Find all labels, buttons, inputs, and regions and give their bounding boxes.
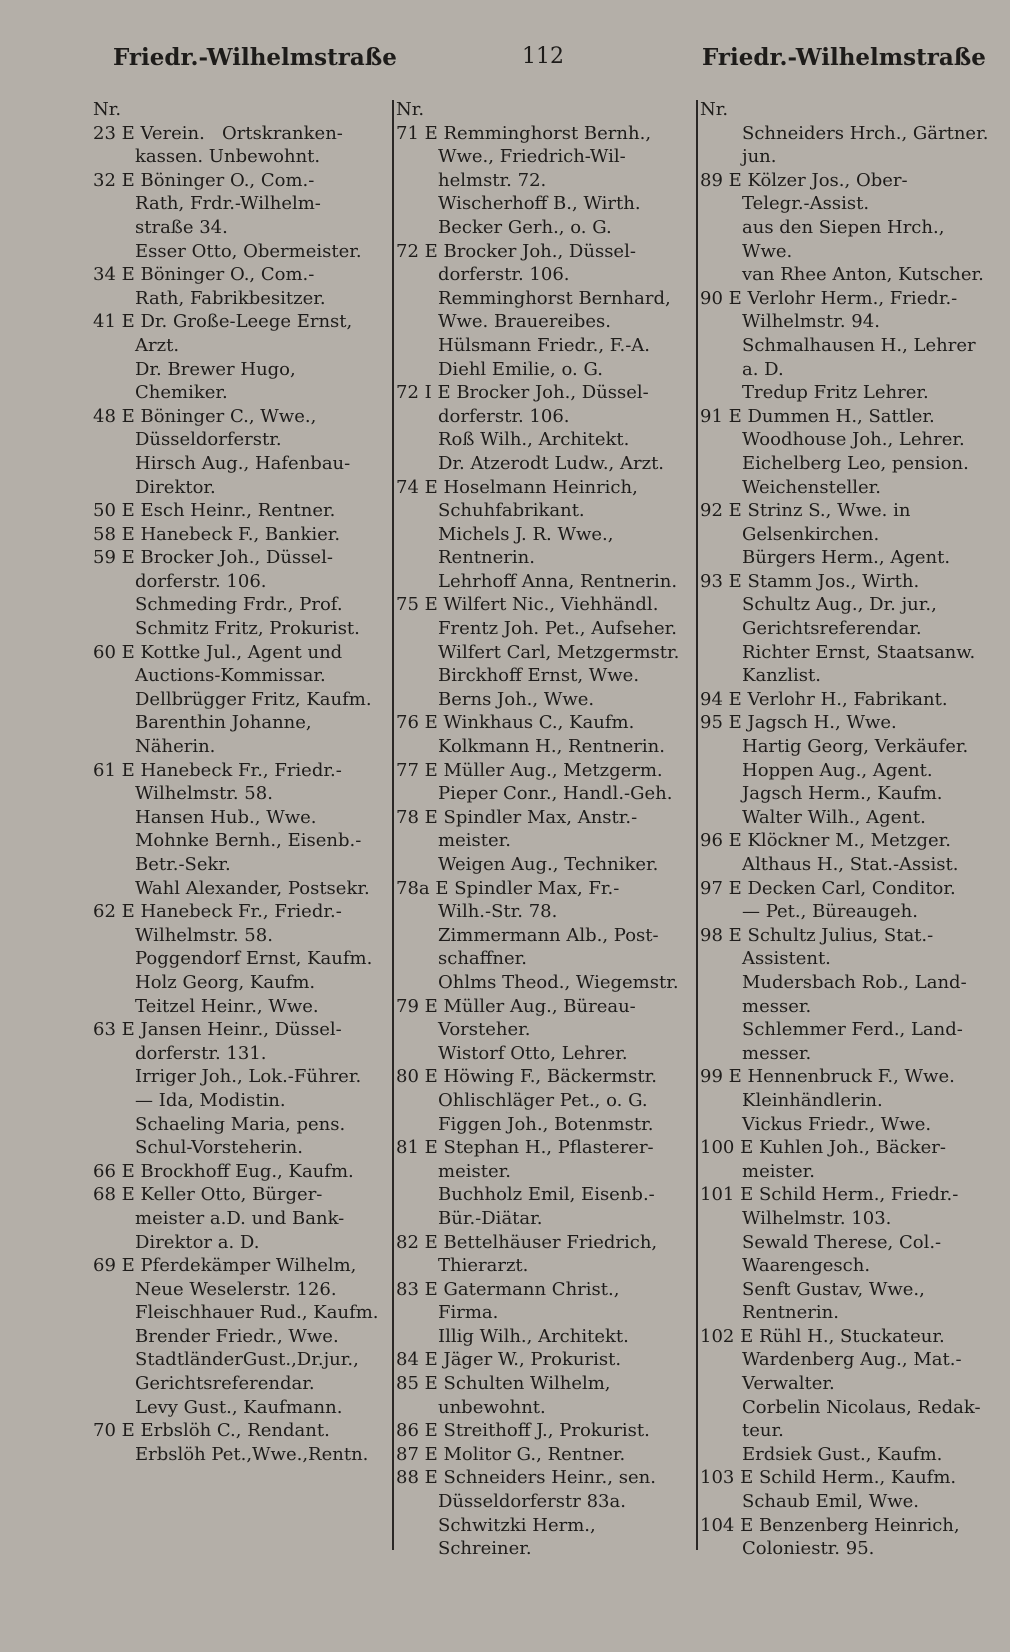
directory-entry: Eichelberg Leo, pension. Weichensteller. [742, 452, 969, 498]
column-nr-label: Nr. [93, 99, 122, 120]
directory-entry: Schneiders Hrch., Gärtner. jun. [742, 122, 989, 168]
directory-entry: Pieper Conr., Handl.-Geh. [438, 783, 673, 805]
directory-entry: 34 E Böninger O., Com.- Rath, Fabrikbesitzer. [93, 264, 326, 309]
directory-entry: Mudersbach Rob., Land- messer. [742, 971, 967, 1017]
column-nr-label: Nr. [396, 99, 425, 120]
directory-entry: Roß Wilh., Architekt. [438, 429, 630, 451]
directory-entry: Berns Joh., Wwe. [438, 688, 595, 710]
column-divider [696, 100, 698, 1550]
directory-entry: Ohlischläger Pet., o. G. [438, 1089, 648, 1111]
directory-entry: Dr. Brewer Hugo, Chemiker. [135, 358, 296, 404]
directory-entry: 103 E Schild Herm., Kaufm. [700, 1467, 957, 1489]
directory-entry: 97 E Decken Carl, Conditor. [700, 877, 956, 899]
directory-entry: Levy Gust., Kaufmann. [135, 1396, 343, 1418]
directory-entry: Holz Georg, Kaufm. [135, 971, 316, 993]
directory-entry: 85 E Schulten Wilhelm, unbewohnt. [396, 1373, 611, 1418]
directory-entry: Hoppen Aug., Agent. [742, 759, 933, 781]
directory-entry: Tredup Fritz Lehrer. [742, 382, 929, 404]
column-nr-label: Nr. [700, 99, 729, 120]
directory-entry: Althaus H., Stat.-Assist. [742, 854, 959, 875]
directory-entry: 100 E Kuhlen Joh., Bäcker- meister. [700, 1137, 946, 1182]
directory-entry: 41 E Dr. Große-Leege Ernst, Arzt. [93, 311, 353, 356]
directory-entry: Irriger Joh., Lok.-Führer. [135, 1066, 362, 1088]
directory-entry: Vickus Friedr., Wwe. [742, 1113, 932, 1135]
directory-entry: Remminghorst Bernhard, Wwe. Brauereibes. [438, 287, 671, 333]
directory-entry: van Rhee Anton, Kutscher. [742, 264, 984, 286]
running-head-right: Friedr.-Wilhelmstraße [702, 44, 986, 71]
directory-entry: Dr. Atzerodt Ludw., Arzt. [438, 452, 665, 474]
directory-entry: 50 E Esch Heinr., Rentner. [93, 500, 336, 522]
directory-entry: Schaub Emil, Wwe. [742, 1491, 920, 1513]
directory-entry: Diehl Emilie, o. G. [438, 358, 603, 380]
directory-entry: 48 E Böninger C., Wwe., Düsseldorferstr. [93, 405, 317, 451]
directory-entry: 58 E Hanebeck F., Bankier. [93, 523, 341, 545]
directory-entry: 70 E Erbslöh C., Rendant. [93, 1420, 330, 1442]
directory-entry: Wistorf Otto, Lehrer. [438, 1042, 628, 1064]
directory-entry: 98 E Schultz Julius, Stat.- Assistent. [700, 924, 934, 970]
directory-entry: 95 E Jagsch H., Wwe. [700, 712, 897, 734]
directory-entry: Schmeding Frdr., Prof. [135, 594, 343, 616]
directory-entry: Mohnke Bernh., Eisenb.- Betr.-Sekr. [135, 830, 362, 875]
directory-entry: 72 I E Brocker Joh., Düssel- dorferstr. 106. [396, 382, 649, 427]
directory-entry: Buchholz Emil, Eisenb.- Bür.-Diätar. [438, 1184, 655, 1229]
directory-entry: — Ida, Modistin. [135, 1089, 286, 1111]
directory-entry: Schultz Aug., Dr. jur., Gerichtsreferendar. [742, 594, 937, 640]
directory-entry: 83 E Gatermann Christ., Firma. [396, 1278, 620, 1324]
directory-entry: Walter Wilh., Agent. [742, 806, 926, 828]
directory-entry: 87 E Molitor G., Rentner. [396, 1443, 626, 1465]
directory-entry: Senft Gustav, Wwe., Rentnerin. [742, 1278, 925, 1324]
directory-entry: 23 E Verein. Ortskranken- kassen. Unbewohnt. [93, 122, 343, 168]
directory-entry: Schaeling Maria, pens. Schul-Vorsteherin. [135, 1113, 346, 1159]
directory-entry: Hansen Hub., Wwe. [135, 806, 317, 828]
directory-entry: 68 E Keller Otto, Bürger- meister a.D. und Bank- Direktor a. D. [93, 1184, 345, 1253]
column-divider [392, 100, 394, 1550]
directory-entry: Barenthin Johanne, Näherin. [135, 712, 312, 758]
directory-entry: 74 E Hoselmann Heinrich, Schuhfabrikant. [396, 476, 638, 522]
directory-entry: 79 E Müller Aug., Büreau- Vorsteher. [396, 995, 636, 1041]
directory-entry: Birckhoff Ernst, Wwe. [438, 665, 640, 687]
directory-entry: 94 E Verlohr H., Fabrikant. [700, 688, 948, 710]
directory-entry: 89 E Kölzer Jos., Ober- Telegr.-Assist. [700, 169, 908, 215]
directory-entry: Schmitz Fritz, Prokurist. [135, 618, 360, 640]
directory-entry: 101 E Schild Herm., Friedr.- Wilhelmstr. 103. [700, 1184, 959, 1229]
directory-entry: 90 E Verlohr Herm., Friedr.- Wilhelmstr. 94. [700, 287, 958, 333]
directory-entry: 96 E Klöckner M., Metzger. [700, 830, 952, 852]
directory-entry: Wischerhoff B., Wirth. [438, 193, 641, 215]
directory-entry: 66 E Brockhoff Eug., Kaufm. [93, 1160, 354, 1182]
column-3 [700, 98, 992, 1558]
directory-entry: 59 E Brocker Joh., Düssel- dorferstr. 106. [93, 547, 333, 592]
directory-entry: 78a E Spindler Max, Fr.- Wilh.-Str. 78. [396, 877, 620, 923]
directory-entry: 99 E Hennenbruck F., Wwe. Kleinhändlerin. [700, 1066, 955, 1111]
directory-entry: 81 E Stephan H., Pflasterer- meister. [396, 1137, 654, 1182]
directory-entry: Kolkmann H., Rentnerin. [438, 736, 665, 758]
directory-entry: 84 E Jäger W., Prokurist. [396, 1349, 622, 1371]
directory-entry: Woodhouse Joh., Lehrer. [742, 429, 965, 451]
directory-entry: aus den Siepen Hrch., Wwe. [742, 216, 951, 262]
directory-entry: Ohlms Theod., Wiegemstr. [438, 971, 679, 993]
directory-entry: Richter Ernst, Staatsanw. Kanzlist. [742, 641, 976, 687]
directory-entry: Michels J. R. Wwe., Rentnerin. [438, 523, 614, 569]
directory-entry: Sewald Therese, Col.- Waarengesch. [742, 1231, 942, 1277]
column-2 [396, 98, 688, 1558]
directory-entry: 91 E Dummen H., Sattler. [700, 405, 935, 427]
directory-entry: 86 E Streithoff J., Prokurist. [396, 1420, 650, 1442]
directory-entry: Erbslöh Pet.,Wwe.,Rentn. [135, 1443, 369, 1465]
running-head-left: Friedr.-Wilhelmstraße [113, 44, 397, 71]
column-1 [93, 98, 386, 1558]
page-number: 112 [522, 44, 564, 69]
directory-entry: Illig Wilh., Architekt. [438, 1325, 629, 1347]
directory-entry: — Pet., Büreaugeh. [742, 901, 918, 923]
directory-entry: 76 E Winkhaus C., Kaufm. [396, 712, 635, 734]
directory-entry: Wilfert Carl, Metzgermstr. [438, 641, 680, 663]
directory-entry: Becker Gerh., o. G. [438, 216, 612, 238]
directory-entry: Weigen Aug., Techniker. [438, 854, 659, 875]
directory-entry: 102 E Rühl H., Stuckateur. [700, 1325, 945, 1347]
directory-entry: Brender Friedr., Wwe. [135, 1325, 339, 1347]
directory-entry: Figgen Joh., Botenmstr. [438, 1113, 654, 1135]
directory-entry: 104 E Benzenberg Heinrich, Coloniestr. 95. [700, 1514, 960, 1558]
directory-entry: 72 E Brocker Joh., Düssel- dorferstr. 106. [396, 240, 636, 286]
directory-entry: 63 E Jansen Heinr., Düssel- dorferstr. 131. [93, 1019, 342, 1064]
directory-entry: Dellbrügger Fritz, Kaufm. [135, 688, 372, 710]
directory-entry: 61 E Hanebeck Fr., Friedr.- Wilhelmstr. 58. [93, 759, 342, 805]
directory-entry: 88 E Schneiders Heinr., sen. Düsseldorferstr 83a. [396, 1467, 656, 1513]
directory-entry: 92 E Strinz S., Wwe. in Gelsenkirchen. [700, 500, 911, 545]
directory-entry: Bürgers Herm., Agent. [742, 547, 951, 569]
directory-entry: Corbelin Nicolaus, Redak- teur. [742, 1396, 981, 1442]
directory-entry: Schwitzki Herm., Schreiner. [438, 1514, 602, 1558]
directory-entry: 32 E Böninger O., Com.- Rath, Frdr.-Wilhelm- straße 34. [93, 169, 321, 238]
directory-entry: 69 E Pferdekämper Wilhelm, Neue Weselerstr. 126. [93, 1255, 357, 1300]
directory-entry: Schlemmer Ferd., Land- messer. [742, 1019, 963, 1064]
directory-entry: Hülsmann Friedr., F.-A. [438, 334, 651, 356]
directory-entry: Poggendorf Ernst, Kaufm. [135, 948, 373, 970]
directory-entry: StadtländerGust.,Dr.jur., Gerichtsreferendar. [135, 1349, 359, 1395]
directory-entry: Fleischhauer Rud., Kaufm. [135, 1302, 379, 1324]
directory-entry: 82 E Bettelhäuser Friedrich, Thierarzt. [396, 1231, 658, 1277]
directory-entry: Hartig Georg, Verkäufer. [742, 736, 969, 758]
directory-entry: 75 E Wilfert Nic., Viehhändl. [396, 594, 659, 616]
directory-entry: Jagsch Herm., Kaufm. [742, 783, 943, 805]
directory-entry: 77 E Müller Aug., Metzgerm. [396, 759, 663, 781]
directory-entry: 78 E Spindler Max, Anstr.- meister. [396, 806, 638, 852]
directory-entry: Esser Otto, Obermeister. [135, 240, 362, 262]
directory-entry: Wardenberg Aug., Mat.- Verwalter. [742, 1349, 962, 1395]
directory-entry: Zimmermann Alb., Post- schaffner. [438, 924, 659, 970]
page-header [0, 44, 1010, 84]
directory-entry: Frentz Joh. Pet., Aufseher. [438, 618, 677, 640]
directory-entry: Hirsch Aug., Hafenbau- Direktor. [135, 452, 351, 498]
directory-entry: 93 E Stamm Jos., Wirth. [700, 570, 920, 592]
directory-entry: 80 E Höwing F., Bäckermstr. [396, 1066, 657, 1088]
directory-entry: Wahl Alexander, Postsekr. [135, 877, 370, 899]
directory-entry: Lehrhoff Anna, Rentnerin. [438, 570, 678, 592]
directory-entry: 71 E Remminghorst Bernh., Wwe., Friedrich-Wil- helmstr. 72. [396, 122, 652, 191]
directory-entry: 62 E Hanebeck Fr., Friedr.- Wilhelmstr. 58. [93, 901, 342, 946]
directory-entry: Erdsiek Gust., Kaufm. [742, 1443, 943, 1465]
directory-entry: 60 E Kottke Jul., Agent und Auctions-Kommissar. [93, 641, 343, 687]
directory-entry: Schmalhausen H., Lehrer a. D. [742, 334, 976, 380]
directory-entry: Teitzel Heinr., Wwe. [135, 995, 319, 1017]
